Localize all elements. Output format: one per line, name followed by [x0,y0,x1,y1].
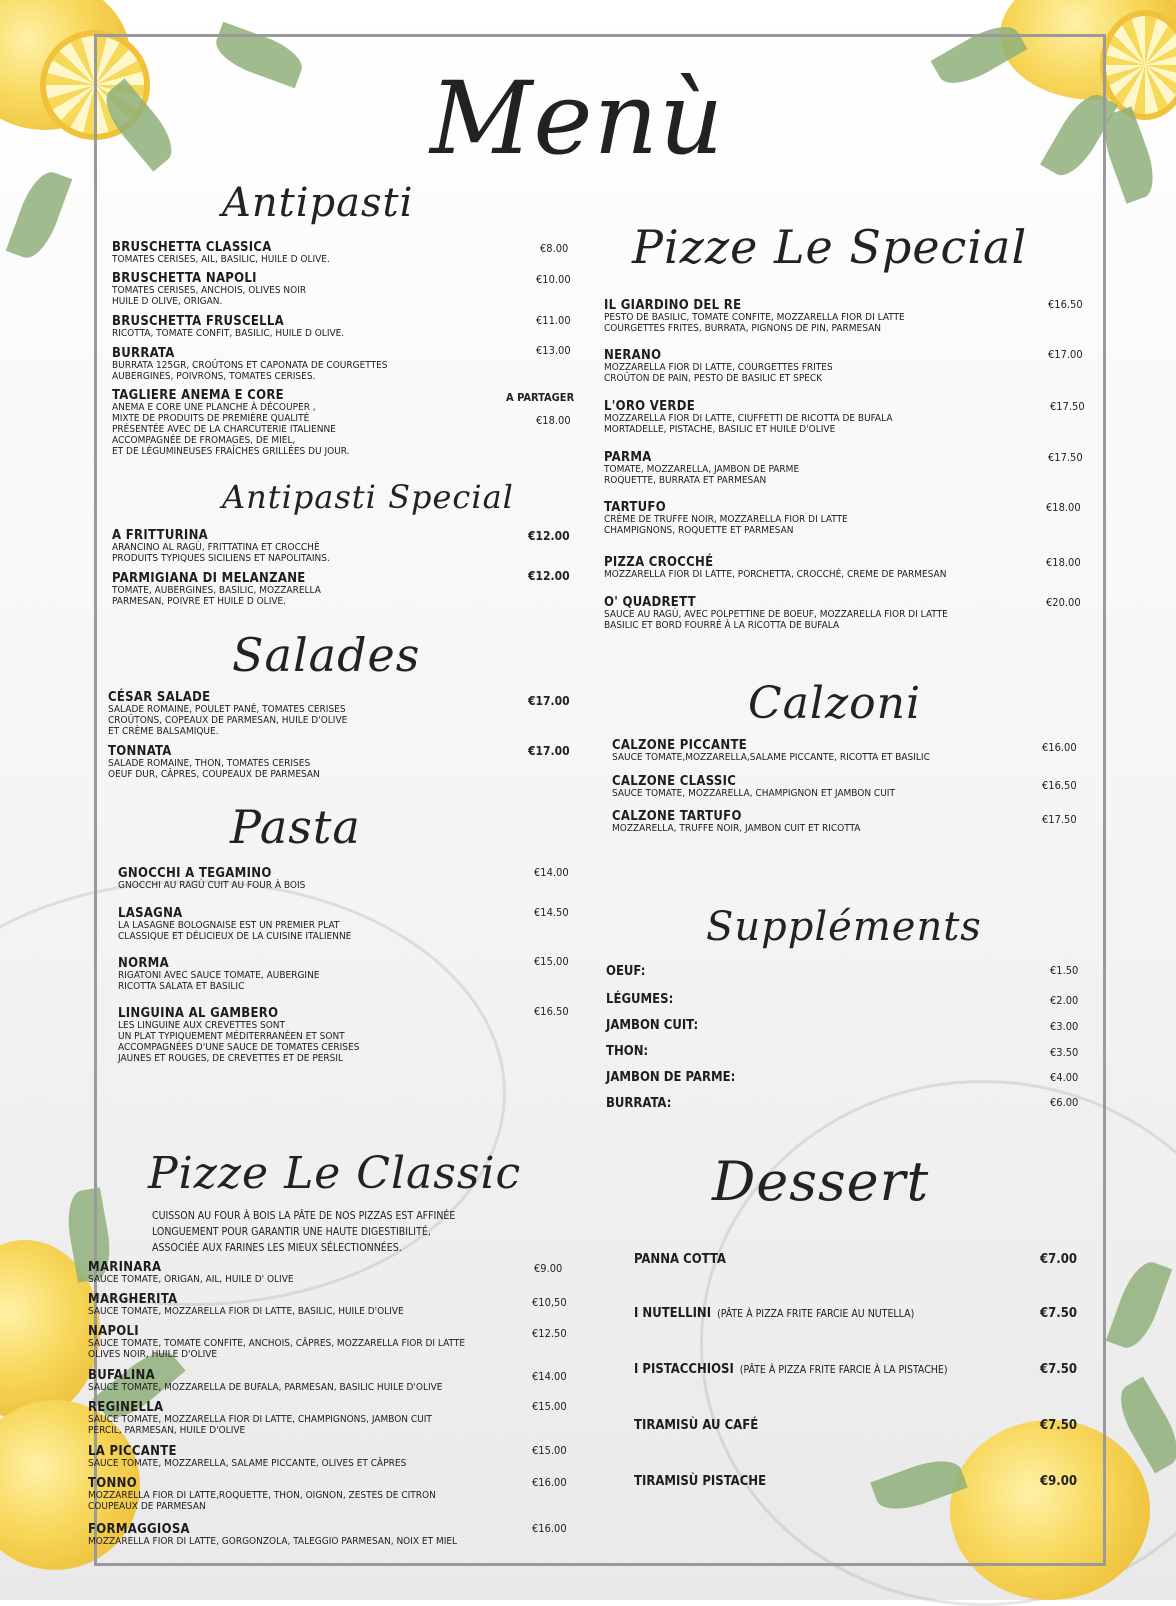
item-desc: SAUCE TOMATE, MOZZARELLA DE BUFALA, PARMESAN, BASILIC HUILE D'OLIVE [88,1382,443,1393]
menu-item-pasta-0 [118,868,305,891]
heading-supplements: Suppléments [706,904,982,950]
item-price: €16.00 [532,1476,567,1489]
item-name: TAGLIERE ANEMA E CORE [112,388,284,403]
item-price: €9.00 [534,1262,563,1275]
menu-item-pizza-special-3 [604,452,799,486]
leaf-top-left-2 [6,166,72,264]
dessert-price: €7.00 [1040,1252,1077,1267]
menu-item-salade-0 [108,692,347,737]
dessert-price: €9.00 [1040,1474,1077,1489]
item-name: IL GIARDINO DEL RE [604,298,742,313]
item-desc: MOZZARELLA, TRUFFE NOIR, JAMBON CUIT ET RICOTTA [612,823,861,834]
item-name: CALZONE CLASSIC [612,774,737,789]
item-price: €20.00 [1046,596,1081,609]
item-desc: LES LINGUINE AUX CREVETTES SONT UN PLAT TYPIQUEMENT MÉDITERRANÉEN ET SONT ACCOMPAGNÉES D'UNE SAUCE DE TOMATES CERISES JAUNES ET ROUGES, DE CREVETTES ET DE PERSIL [118,1020,360,1064]
item-name: BRUSCHETTA FRUSCELLA [112,314,285,329]
item-name: A FRITTURINA [112,528,209,543]
item-price: €15.00 [532,1400,567,1413]
heading-antipasti-special: Antipasti Special [222,478,514,516]
item-desc: ANEMA E CORE UNE PLANCHE À DÉCOUPER , MIXTE DE PRODUITS DE PREMIÈRE QUALITÉ PRÉSENTÉE AVEC DE LA CHARCUTERIE ITALIENNE ACCOMPAGNÉE DE FROMAGES, DE MIEL, ET DE LÉGUMINEUSES FRAÎCHES GRILLÉES DU JOUR. [112,402,350,457]
heading-calzoni: Calzoni [748,678,922,729]
heading-dessert: Dessert [712,1150,930,1213]
item-desc: MOZZARELLA FIOR DI LATTE, PORCHETTA, CROCCHÉ, CREME DE PARMESAN [604,569,947,580]
item-name: NERANO [604,348,662,363]
menu-item-antipasti-0 [112,242,330,265]
item-price: €17.50 [1048,451,1083,464]
item-name: PARMA [604,450,652,465]
menu-item-calzone-2 [612,811,860,834]
supplement-price: €4.00 [1050,1071,1079,1084]
item-desc: SAUCE TOMATE, MOZZARELLA FIOR DI LATTE, CHAMPIGNONS, JAMBON CUIT PERCIL, PARMESAN, HUILE D'OLIVE [88,1414,432,1436]
item-desc: CRÈME DE TRUFFE NOIR, MOZZARELLA FIOR DI LATTE CHAMPIGNONS, ROQUETTE ET PARMESAN [604,514,848,536]
item-price: €11.00 [536,314,571,327]
dessert-price: €7.50 [1040,1418,1077,1433]
menu-item-pizza-classic-0 [88,1262,294,1285]
item-desc: TOMATE, AUBERGINES, BASILIC, MOZZARELLA PARMESAN, POIVRE ET HUILE D OLIVE. [112,585,321,607]
pizze-classic-note: CUISSON AU FOUR À BOIS LA PÂTE DE NOS PIZZAS EST AFFINÉE LONGUEMENT POUR GARANTIR UNE HAUTE DIGESTIBILITÉ, ASSOCIÉE AUX FARINES LES MIEUX SÉLECTIONNÉES. [152,1210,456,1254]
menu-item-pizza-classic-3 [88,1370,442,1393]
menu-item-pasta-3 [118,1008,359,1064]
item-desc: SAUCE TOMATE, MOZZARELLA FIOR DI LATTE, BASILIC, HUILE D'OLIVE [88,1306,404,1317]
dessert-price: €7.50 [1040,1362,1077,1377]
item-name: FORMAGGIOSA [88,1522,190,1537]
item-desc: SAUCE TOMATE, TOMATE CONFITE, ANCHOIS, CÂPRES, MOZZARELLA FIOR DI LATTE OLIVES NOIR, HUILE D'OLIVE [88,1338,466,1360]
item-desc: SAUCE TOMATE,MOZZARELLA,SALAME PICCANTE, RICOTTA ET BASILIC [612,752,930,763]
supplement-name: JAMBON DE PARME: [606,1070,736,1085]
item-desc: RICOTTA, TOMATE CONFIT, BASILIC, HUILE D OLIVE. [112,328,345,339]
item-desc: ARANCINO AL RAGÙ, FRITTATINA ET CROCCHÈ PRODUITS TYPIQUES SICILIENS ET NAPOLITAINS. [112,542,330,564]
item-name: NORMA [118,956,169,971]
item-name: BRUSCHETTA CLASSICA [112,240,272,255]
item-name: TONNATA [108,744,172,759]
supplement-name: BURRATA: [606,1096,672,1111]
item-price: €18.00 [536,414,571,427]
item-price: €16.00 [532,1522,567,1535]
dessert-note: (PÂTE À PIZZA FRITE FARCIE À LA PISTACHE) [739,1364,948,1376]
item-desc: SALADE ROMAINE, POULET PANÉ, TOMATES CERISES CROÛTONS, COPEAUX DE PARMESAN, HUILE D'OLIVE ET CRÈME BALSAMIQUE. [108,704,348,737]
menu-item-pizza-classic-6 [88,1478,436,1512]
item-desc: GNOCCHI AU RAGÙ CUIT AU FOUR À BOIS [118,880,306,891]
menu-item-pizza-classic-7 [88,1524,457,1547]
item-price: €15.00 [534,955,569,968]
dessert-name: PANNA COTTA [634,1252,726,1267]
item-name: PARMIGIANA DI MELANZANE [112,571,306,586]
item-name: CALZONE TARTUFO [612,809,742,824]
item-price: €16.50 [534,1005,569,1018]
item-desc: SAUCE TOMATE, ORIGAN, AIL, HUILE D' OLIVE [88,1274,294,1285]
heading-salades: Salades [232,628,421,682]
item-price-note: A PARTAGER [506,391,575,404]
item-price: €16.00 [1042,741,1077,754]
item-name: LASAGNA [118,906,183,921]
item-desc: MOZZARELLA FIOR DI LATTE,ROQUETTE, THON, OIGNON, ZESTES DE CITRON COUPEAUX DE PARMESAN [88,1490,436,1512]
dessert-name: I NUTELLINI (PÂTE À PIZZA FRITE FARCIE AU NUTELLA) [634,1306,915,1321]
item-price: €17.00 [1048,348,1083,361]
menu-item-antipasti-1 [112,273,306,307]
item-desc: RIGATONI AVEC SAUCE TOMATE, AUBERGINE RICOTTA SALATA ET BASILIC [118,970,320,992]
menu-item-pizza-classic-2 [88,1326,465,1360]
supplement-price: €3.00 [1050,1020,1079,1033]
dessert-note: (PÂTE À PIZZA FRITE FARCIE AU NUTELLA) [717,1308,915,1320]
item-price: €10,50 [532,1296,567,1309]
supplement-name: LÉGUMES: [606,992,674,1007]
item-price: €12.00 [528,529,570,543]
item-desc: SALADE ROMAINE, THON, TOMATES CERISES OEUF DUR, CÂPRES, COUPEAUX DE PARMESAN [108,758,320,780]
menu-item-pizza-special-5 [604,557,946,580]
item-desc: MOZZARELLA FIOR DI LATTE, CIUFFETTI DE RICOTTA DE BUFALA MORTADELLE, PISTACHE, BASILIC ET HUILE D'OLIVE [604,413,893,435]
item-name: PIZZA CROCCHÉ [604,555,714,570]
item-price: €17.00 [528,744,570,758]
supplement-name: THON: [606,1044,649,1059]
dessert-name: TIRAMISÙ PISTACHE [634,1474,767,1489]
item-price: €14.00 [534,866,569,879]
item-desc: TOMATES CERISES, ANCHOIS, OLIVES NOIR HUILE D OLIVE, ORIGAN. [112,285,307,307]
item-price: €17.50 [1050,400,1085,413]
item-price: €16.50 [1042,779,1077,792]
menu-item-pizza-special-0 [604,300,905,334]
item-name: BUFALINA [88,1368,155,1383]
heading-antipasti: Antipasti [222,180,414,226]
menu-title: Menù [430,60,725,177]
item-name: BRUSCHETTA NAPOLI [112,271,257,286]
item-desc: SAUCE TOMATE, MOZZARELLA, CHAMPIGNON ET JAMBON CUIT [612,788,895,799]
item-desc: SAUCE TOMATE, MOZZARELLA, SALAME PICCANTE, OLIVES ET CÂPRES [88,1458,407,1469]
menu-item-calzone-1 [612,776,895,799]
item-name: CALZONE PICCANTE [612,738,748,753]
menu-item-pizza-classic-1 [88,1294,404,1317]
item-desc: TOMATES CERISES, AIL, BASILIC, HUILE D OLIVE. [112,254,330,265]
item-name: CÉSAR SALADE [108,690,211,705]
item-desc: LA LASAGNE BOLOGNAISE EST UN PREMIER PLAT CLASSIQUE ET DÉLICIEUX DE LA CUISINE ITALIENNE [118,920,352,942]
menu-item-pizza-classic-5 [88,1446,406,1469]
menu-item-pasta-1 [118,908,351,942]
item-name: L'ORO VERDE [604,399,696,414]
menu-item-pasta-2 [118,958,320,992]
item-desc: TOMATE, MOZZARELLA, JAMBON DE PARME ROQUETTE, BURRATA ET PARMESAN [604,464,800,486]
heading-pizze-special: Pizze Le Special [632,220,1028,274]
item-name: LINGUINA AL GAMBERO [118,1006,279,1021]
item-name: BURRATA [112,346,175,361]
supplement-price: €2.00 [1050,994,1079,1007]
dessert-price: €7.50 [1040,1306,1077,1321]
item-name: TONNO [88,1476,137,1491]
dessert-name: I PISTACCHIOSI (PÂTE À PIZZA FRITE FARCIE À LA PISTACHE) [634,1362,948,1377]
item-price: €18.00 [1046,501,1081,514]
item-name: GNOCCHI A TEGAMINO [118,866,272,881]
item-price: €17.00 [528,694,570,708]
heading-pasta: Pasta [230,800,361,854]
menu-item-pizza-classic-4 [88,1402,432,1436]
supplement-name: OEUF: [606,964,646,979]
supplement-price: €1.50 [1050,964,1079,977]
item-price: €13.00 [536,344,571,357]
item-price: €12.50 [532,1327,567,1340]
item-name: LA PICCANTE [88,1444,177,1459]
item-price: €16.50 [1048,298,1083,311]
menu-item-antipasti-2 [112,316,344,339]
item-price: €18.00 [1046,556,1081,569]
menu-item-pizza-special-4 [604,502,848,536]
item-name: MARGHERITA [88,1292,178,1307]
item-desc: BURRATA 125GR, CROÛTONS ET CAPONATA DE COURGETTES AUBERGINES, POIVRONS, TOMATES CERISES. [112,360,388,382]
item-name: MARINARA [88,1260,162,1275]
item-name: NAPOLI [88,1324,139,1339]
supplement-name: JAMBON CUIT: [606,1018,699,1033]
item-name: TARTUFO [604,500,666,515]
heading-pizze-classic: Pizze Le Classic [148,1148,522,1199]
item-price: €10.00 [536,273,571,286]
menu-item-antipasti-special-1 [112,573,321,607]
item-name: REGINELLA [88,1400,164,1415]
item-price: €17.50 [1042,813,1077,826]
item-price: €14.00 [532,1370,567,1383]
menu-item-pizza-special-6 [604,597,948,631]
menu-item-pizza-special-1 [604,350,833,384]
menu-item-salade-1 [108,746,320,780]
menu-item-antipasti-3 [112,348,387,382]
menu-item-pizza-special-2 [604,401,892,435]
item-desc: MOZZARELLA FIOR DI LATTE, COURGETTES FRITES CROÛTON DE PAIN, PESTO DE BASILIC ET SPECK [604,362,833,384]
item-desc: PESTO DE BASILIC, TOMATE CONFITE, MOZZARELLA FIOR DI LATTE COURGETTES FRITES, BURRATA, PIGNONS DE PIN, PARMESAN [604,312,905,334]
item-desc: MOZZARELLA FIOR DI LATTE, GORGONZOLA, TALEGGIO PARMESAN, NOIX ET MIEL [88,1536,458,1547]
dessert-name: TIRAMISÙ AU CAFÉ [634,1418,759,1433]
item-name: O' QUADRETT [604,595,696,610]
menu-item-calzone-0 [612,740,930,763]
supplement-price: €3.50 [1050,1046,1079,1059]
item-price: €12.00 [528,569,570,583]
item-desc: SAUCE AU RAGÙ, AVEC POLPETTINE DE BOEUF, MOZZARELLA FIOR DI LATTE BASILIC ET BORD FOURRÉ À LA RICOTTA DE BUFALA [604,609,948,631]
item-price: €14.50 [534,906,569,919]
item-price: €8.00 [540,242,569,255]
menu-item-antipasti-special-0 [112,530,330,564]
item-price: €15.00 [532,1444,567,1457]
supplement-price: €6.00 [1050,1096,1079,1109]
menu-item-antipasti-4 [112,390,350,457]
